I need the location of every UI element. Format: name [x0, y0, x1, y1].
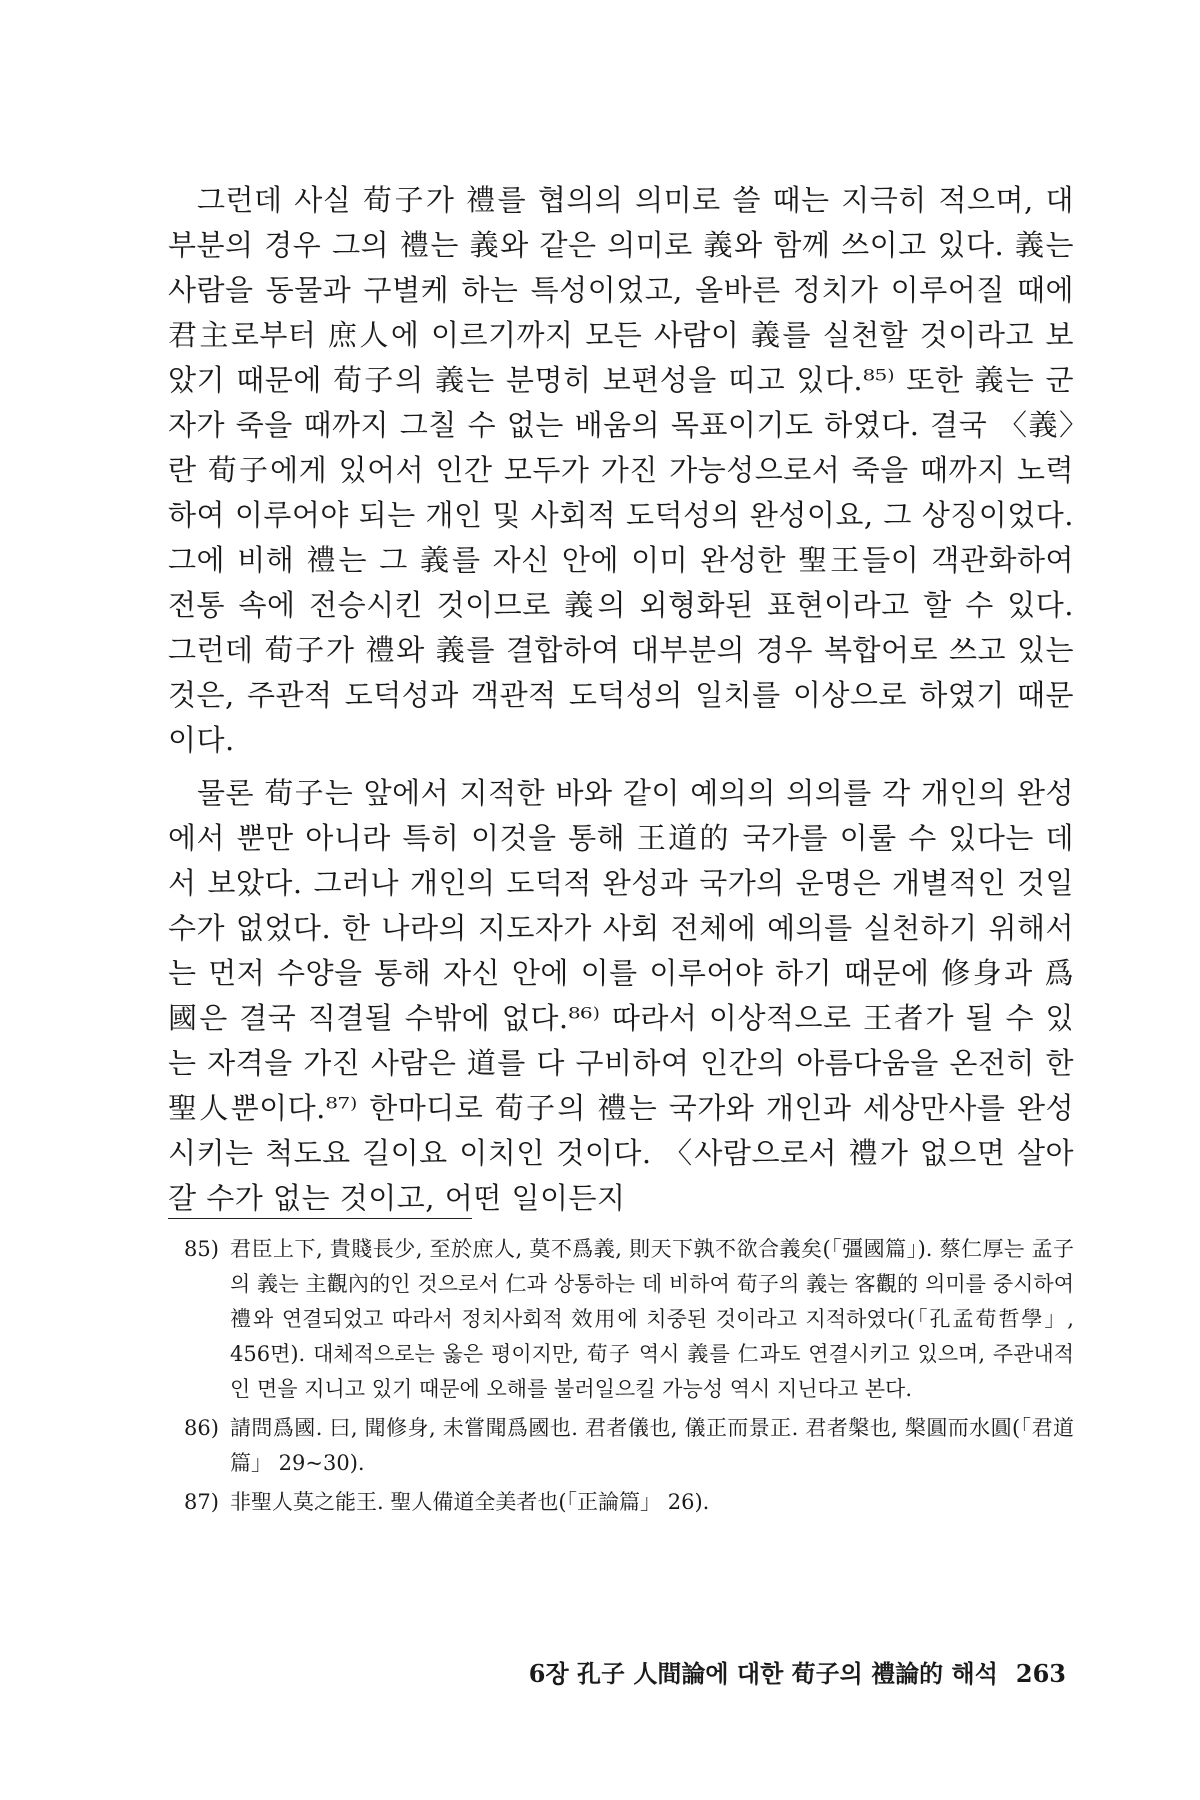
- paragraph: 물론 荀子는 앞에서 지적한 바와 같이 예의의 의의를 각 개인의 완성에서 뿐만 아니라 특히 이것을 통해 王道的 국가를 이룰 수 있다는 데서 보았다. 그러나 개인의 도덕적 완성과 국가의 운명은 개별적인 것일 수가 없었다. 한 나라의 지도자가 사회 전체에 예의를 실천하기 위해서는 먼저 수양을 통해 자신 안에 이를 이루어야 하기 때문에 修身과 爲國은 결국 직결될 수밖에 없다.⁸⁶⁾ 따라서 이상적으로 王者가 될 수 있는 자격을 가진 사람은 道를 다 구비하여 인간의 아름다움을 온전히 한 聖人뿐이다.⁸⁷⁾ 한마디로 荀子의 禮는 국가와 개인과 세상만사를 완성시키는 척도요 길이요 이치인 것이다. 〈사람으로서 禮가 없으면 살아갈 수가 없는 것이고, 어떤 일이든지: [168, 776, 1074, 1215]
- paragraph: 그런데 사실 荀子가 禮를 협의의 의미로 쓸 때는 지극히 적으며, 대부분의 경우 그의 禮는 義와 같은 의미로 義와 함께 쓰이고 있다. 義는 사람을 동물과 구별케 하는 특성이었고, 올바른 정치가 이루어질 때에 君主로부터 庶人에 이르기까지 모든 사람이 義를 실천할 것이라고 보았기 때문에 荀子의 義는 분명히 보편성을 띠고 있다.⁸⁵⁾ 또한 義는 군자가 죽을 때까지 그칠 수 없는 배움의 목표이기도 하였다. 결국 〈義〉란 荀子에게 있어서 인간 모두가 가진 가능성으로서 죽을 때까지 노력하여 이루어야 되는 개인 및 사회적 도덕성의 완성이요, 그 상징이었다. 그에 비해 禮는 그 義를 자신 안에 이미 완성한 聖王들이 객관화하여 전통 속에 전승시킨 것이므로 義의 외형화된 표현이라고 할 수 있다. 그런데 荀子가 禮와 義를 결합하여 대부분의 경우 복합어로 쓰고 있는 것은, 주관적 도덕성과 객관적 도덕성의 일치를 이상으로 하였기 때문이다.: [168, 183, 1074, 757]
- footnote-number: 86): [184, 1416, 219, 1440]
- footnote: [184, 1232, 1074, 1407]
- footnote-number: 85): [184, 1237, 219, 1261]
- body-text: [168, 178, 1074, 1221]
- footnote-text: 請問爲國. 曰, 聞修身, 未嘗聞爲國也. 君者儀也, 儀正而景正. 君者槃也, 槃圓而水圓(「君道篇」 29~30).: [230, 1416, 1074, 1475]
- footnotes: [184, 1232, 1074, 1524]
- footnote-separator: [168, 1218, 472, 1219]
- footnote-number: 87): [184, 1490, 219, 1514]
- page-number: 263: [1015, 1659, 1066, 1688]
- footnote-text: 君臣上下, 貴賤長少, 至於庶人, 莫不爲義, 則天下孰不欲合義矣(「彊國篇」). 蔡仁厚는 孟子의 義는 主觀內的인 것으로서 仁과 상통하는 데 비하여 荀子의 義는 客觀的 의미를 중시하여 禮와 연결되었고 따라서 정치사회적 效用에 치중된 것이라고 지적하였다(「孔孟荀哲學」, 456면). 대체적으로는 옳은 평이지만, 荀子 역시 義를 仁과도 연결시키고 있으며, 주관내적인 면을 지니고 있기 때문에 오해를 불러일으킬 가능성 역시 지닌다고 본다.: [230, 1237, 1074, 1401]
- footnote: [184, 1411, 1074, 1481]
- running-footer: [168, 1654, 1066, 1689]
- footnote-text: 非聖人莫之能王. 聖人備道全美者也(「正論篇」 26).: [230, 1490, 710, 1514]
- chapter-title: 6장 孔子 人間論에 대한 荀子의 禮論的 해석: [528, 1659, 998, 1688]
- footnote: [184, 1485, 1074, 1520]
